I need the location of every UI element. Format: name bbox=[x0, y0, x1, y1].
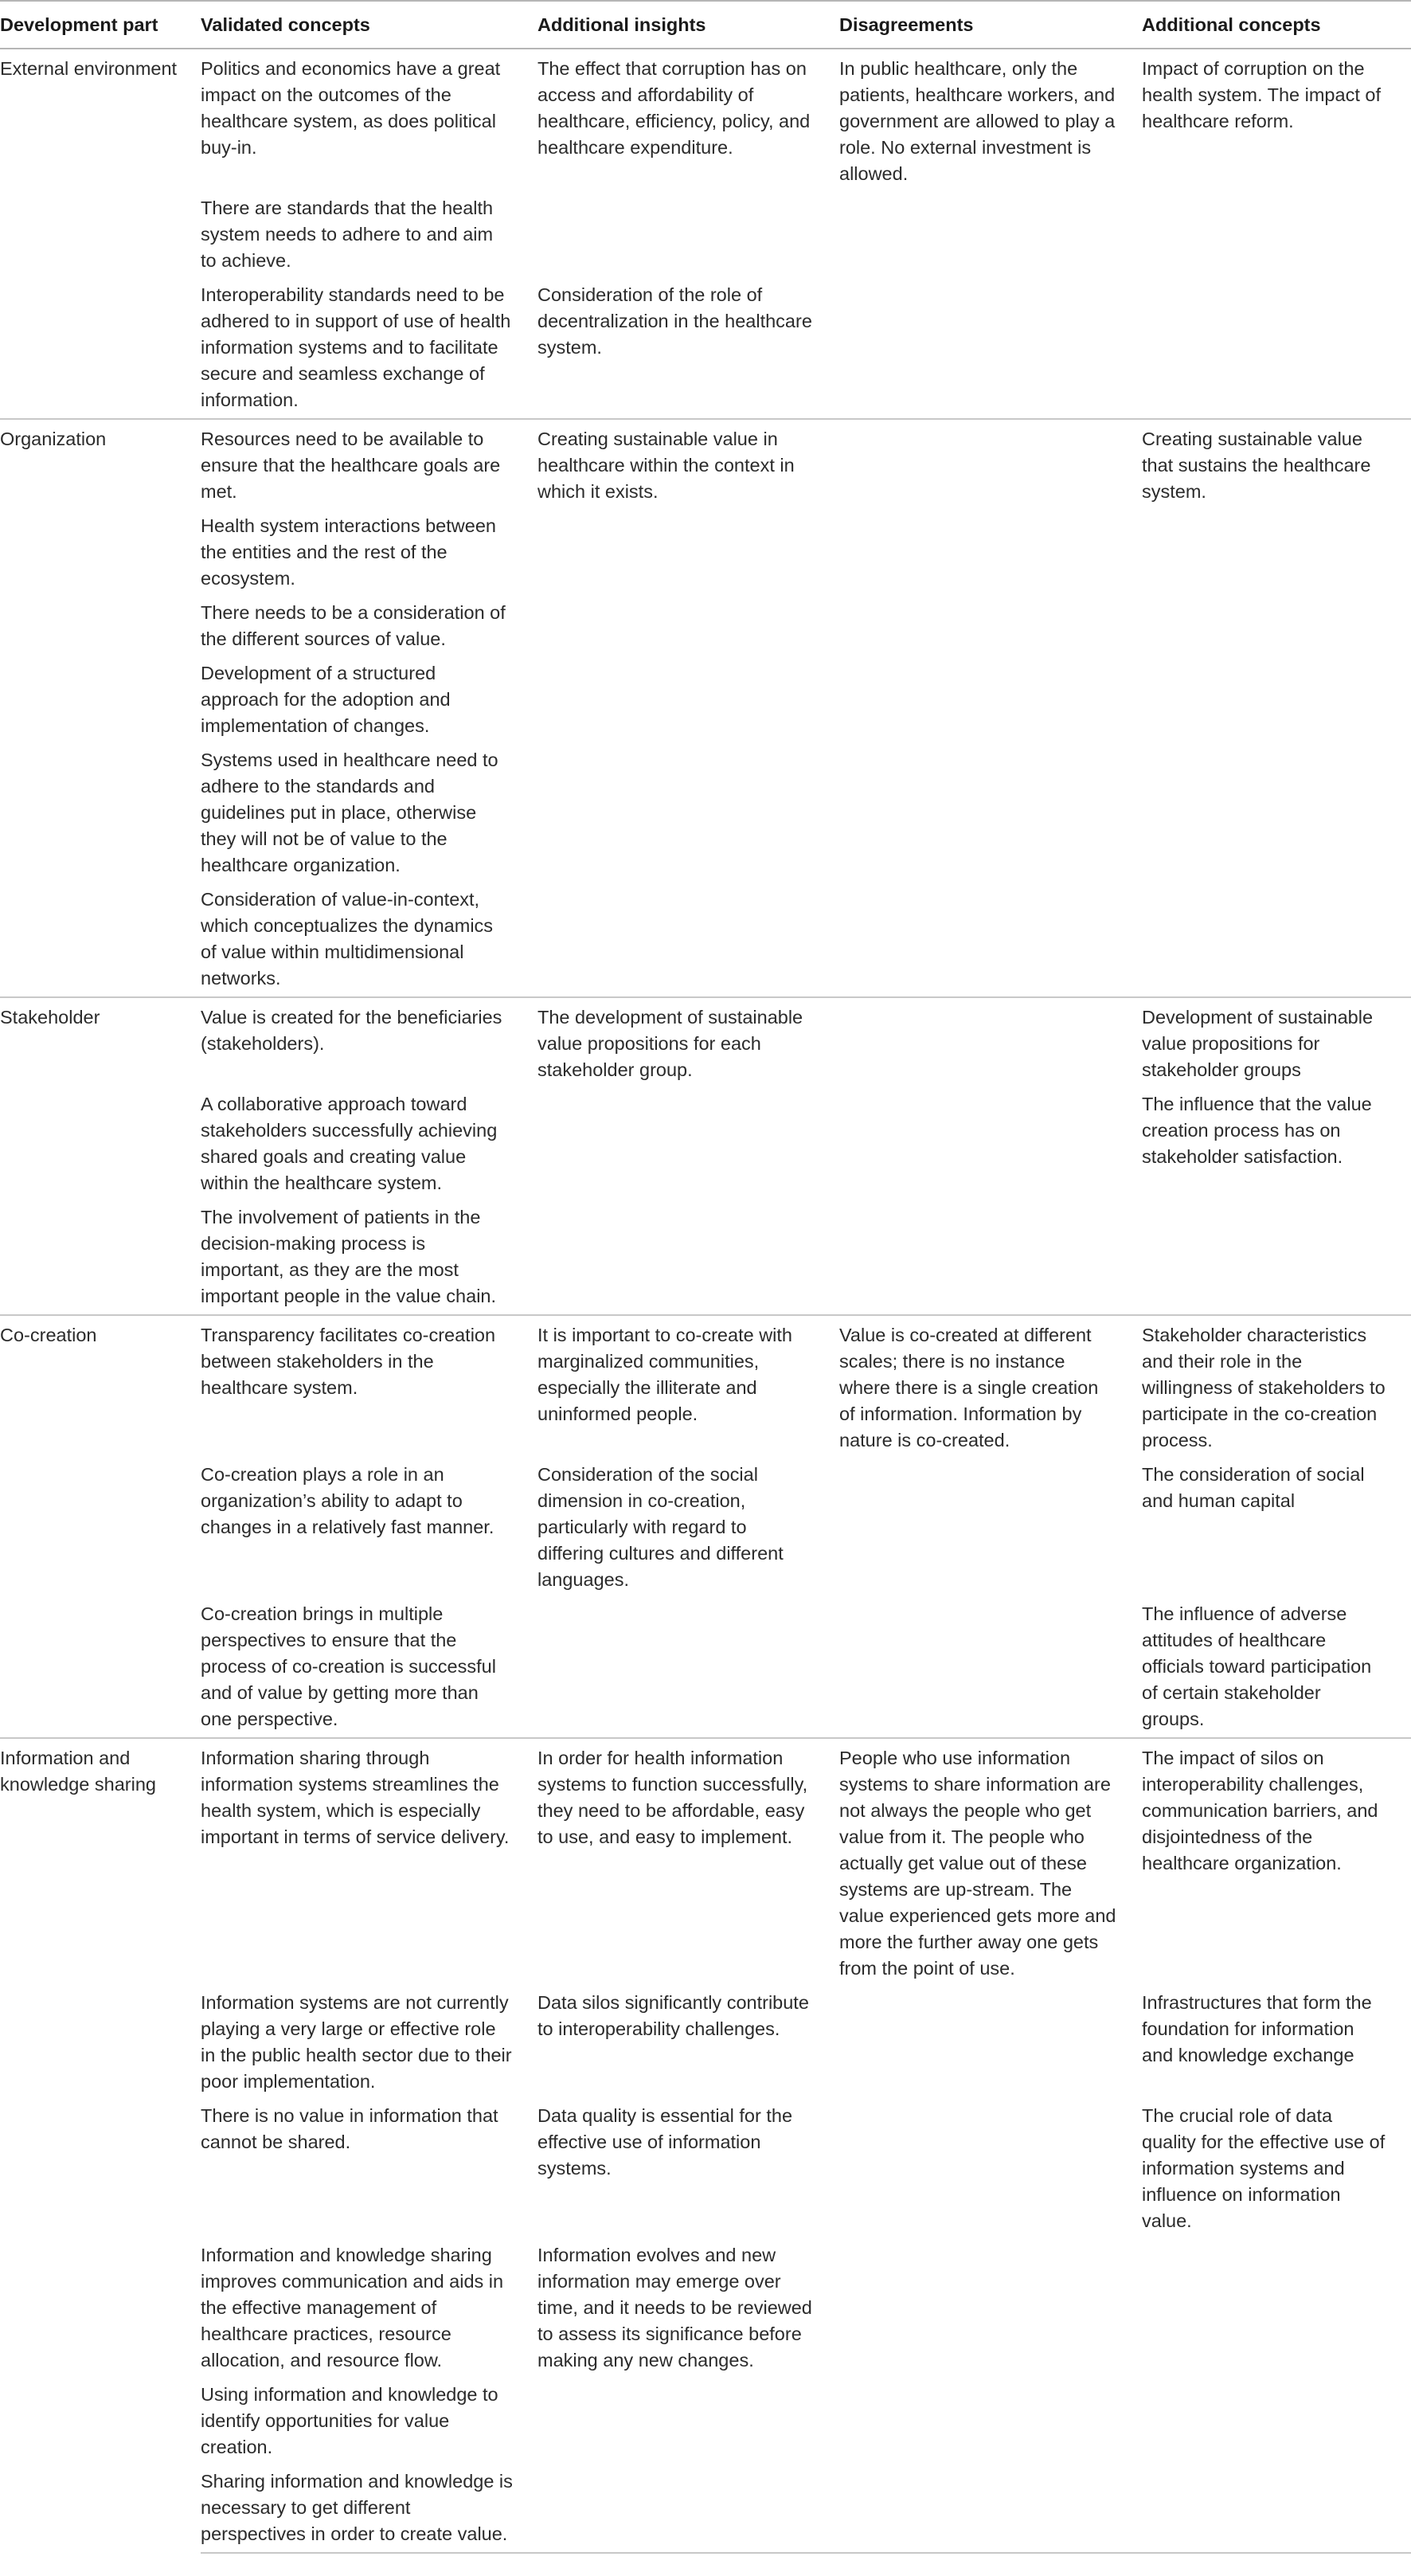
table-row bbox=[0, 2378, 1411, 2465]
validated-concept-cell: There is no value in information that cannot be shared. bbox=[201, 2105, 498, 2152]
disagreement-cell bbox=[839, 597, 1142, 657]
validated-concept-cell: There are standards that the health system needs to adhere to and aim to achieve. bbox=[201, 198, 494, 271]
table-row bbox=[0, 1987, 1411, 2100]
table-row bbox=[0, 2100, 1411, 2239]
header-additional-concepts: Additional concepts bbox=[1142, 1, 1411, 49]
additional-concept-cell bbox=[1142, 1201, 1411, 1315]
additional-concept-cell: The consideration of social and human capital bbox=[1142, 1464, 1365, 1511]
additional-insight-cell bbox=[537, 192, 839, 279]
additional-insight-cell: In order for health information systems to function successfully, they need to be affordable, easy to use, and easy to implement. bbox=[537, 1738, 839, 1987]
table-group bbox=[0, 1738, 1411, 2553]
additional-insight-cell: The development of sustainable value propositions for each stakeholder group. bbox=[537, 997, 839, 1088]
additional-concept-cell bbox=[1142, 597, 1411, 657]
header-disagreements: Disagreements bbox=[839, 1, 1142, 49]
table-row bbox=[0, 1088, 1411, 1201]
additional-insight-cell bbox=[537, 597, 839, 657]
header-additional-insights: Additional insights bbox=[537, 1, 839, 49]
additional-concept-cell: Infrastructures that form the foundation for information and knowledge exchange bbox=[1142, 1992, 1372, 2065]
validated-concept-cell: Resources need to be available to ensure that the healthcare goals are met. bbox=[201, 419, 537, 510]
validated-concept-cell: Using information and knowledge to identify opportunities for value creation. bbox=[201, 2384, 498, 2457]
disagreement-cell bbox=[839, 192, 1142, 279]
additional-insight-cell: Consideration of the role of decentralization in the healthcare system. bbox=[537, 284, 812, 358]
additional-insight-cell: Creating sustainable value in healthcare within the context in which it exists. bbox=[537, 419, 839, 510]
table-row bbox=[0, 1598, 1411, 1738]
table-row bbox=[0, 2239, 1411, 2378]
validated-concept-cell: Consideration of value-in-context, which conceptualizes the dynamics of value within multidimensional networks. bbox=[201, 889, 494, 989]
validated-concept-cell: Sharing information and knowledge is necessary to get different perspectives in order to create value. bbox=[201, 2465, 537, 2553]
disagreement-cell bbox=[839, 657, 1142, 744]
table-row bbox=[0, 279, 1411, 419]
validated-concept-cell: Information and knowledge sharing improves communication and aids in the effective management of healthcare practices, resource allocation, and resource flow. bbox=[201, 2245, 504, 2370]
additional-insight-cell bbox=[537, 1201, 839, 1315]
disagreement-cell bbox=[839, 1088, 1142, 1201]
disagreement-cell bbox=[839, 1987, 1142, 2100]
table-row bbox=[0, 1315, 1411, 1458]
table-row bbox=[0, 49, 1411, 192]
disagreement-cell bbox=[839, 1598, 1142, 1738]
additional-concept-cell: Development of sustainable value propositions for stakeholder groups bbox=[1142, 997, 1411, 1088]
development-part-cell: Organization bbox=[0, 419, 201, 997]
disagreement-cell bbox=[839, 883, 1142, 997]
additional-insight-cell bbox=[537, 510, 839, 597]
additional-concept-cell bbox=[1142, 192, 1411, 279]
disagreement-cell bbox=[839, 2239, 1142, 2378]
additional-insight-cell bbox=[537, 1088, 839, 1201]
additional-concept-cell: Stakeholder characteristics and their role in the willingness of stakeholders to participate in the co-creation process. bbox=[1142, 1315, 1411, 1458]
table-row bbox=[0, 657, 1411, 744]
validated-concept-cell: Value is created for the beneficiaries (stakeholders). bbox=[201, 997, 537, 1088]
table-row bbox=[0, 597, 1411, 657]
validated-concept-cell: A collaborative approach toward stakeholders successfully achieving shared goals and creating value within the healthcare system. bbox=[201, 1094, 498, 1193]
additional-concept-cell bbox=[1142, 510, 1411, 597]
additional-insight-cell: Information evolves and new information may emerge over time, and it needs to be reviewed to assess its significance before making any new changes. bbox=[537, 2245, 812, 2370]
disagreement-cell bbox=[839, 2100, 1142, 2239]
validated-concept-cell: Co-creation brings in multiple perspectives to ensure that the process of co-creation is successful and of value by getting more than one perspective. bbox=[201, 1603, 496, 1729]
disagreement-cell bbox=[839, 997, 1142, 1088]
disagreement-cell bbox=[839, 419, 1142, 510]
table-row bbox=[0, 419, 1411, 510]
additional-concept-cell bbox=[1142, 2378, 1411, 2465]
disagreement-cell bbox=[839, 279, 1142, 419]
header-row bbox=[0, 1, 1411, 49]
additional-concept-cell bbox=[1142, 279, 1411, 419]
additional-insight-cell bbox=[537, 657, 839, 744]
table-row bbox=[0, 1201, 1411, 1315]
additional-concept-cell bbox=[1142, 657, 1411, 744]
disagreement-cell: In public healthcare, only the patients, healthcare workers, and government are allowed to play a role. No external investment is allowed. bbox=[839, 49, 1142, 192]
validated-concept-cell: Transparency facilitates co-creation between stakeholders in the healthcare system. bbox=[201, 1315, 537, 1458]
additional-insight-cell: It is important to co-create with marginalized communities, especially the illiterate and uninformed people. bbox=[537, 1315, 839, 1458]
table-row bbox=[0, 2465, 1411, 2553]
additional-insight-cell: Data quality is essential for the effective use of information systems. bbox=[537, 2105, 793, 2179]
additional-concept-cell: The influence of adverse attitudes of healthcare officials toward participation of certain stakeholder groups. bbox=[1142, 1603, 1372, 1729]
additional-insight-cell bbox=[537, 2378, 839, 2465]
disagreement-cell bbox=[839, 510, 1142, 597]
table-header bbox=[0, 1, 1411, 49]
table-group bbox=[0, 1315, 1411, 1738]
table-row bbox=[0, 997, 1411, 1088]
validated-concept-cell: There needs to be a consideration of the different sources of value. bbox=[201, 602, 506, 649]
table-row bbox=[0, 744, 1411, 883]
disagreement-cell bbox=[839, 2465, 1142, 2553]
validated-concept-cell: Systems used in healthcare need to adhere to the standards and guidelines put in place, otherwise they will not be of value to the healthcare organization. bbox=[201, 750, 498, 875]
additional-concept-cell: Creating sustainable value that sustains the healthcare system. bbox=[1142, 419, 1411, 510]
additional-concept-cell bbox=[1142, 883, 1411, 997]
table-row bbox=[0, 883, 1411, 997]
disagreement-cell: People who use information systems to share information are not always the people who get value from it. The people who actually get value out of these systems are up-stream. The value experienced gets more and more the further away one gets from the point of use. bbox=[839, 1738, 1142, 1987]
validated-concept-cell: Information sharing through information systems streamlines the health system, which is especially important in terms of service delivery. bbox=[201, 1738, 537, 1987]
disagreement-cell bbox=[839, 744, 1142, 883]
disagreement-cell bbox=[839, 2378, 1142, 2465]
table-group bbox=[0, 49, 1411, 419]
header-validated-concepts: Validated concepts bbox=[201, 1, 537, 49]
development-part-cell: Information and knowledge sharing bbox=[0, 1738, 201, 2553]
development-part-cell: Co-creation bbox=[0, 1315, 201, 1738]
validated-concept-cell: The involvement of patients in the decision-making process is important, as they are the most important people in the value chain. bbox=[201, 1207, 497, 1306]
additional-concept-cell bbox=[1142, 744, 1411, 883]
validated-concept-cell: Development of a structured approach for the adoption and implementation of changes. bbox=[201, 663, 451, 736]
additional-concept-cell: Impact of corruption on the health system. The impact of healthcare reform. bbox=[1142, 49, 1411, 192]
additional-concept-cell: The crucial role of data quality for the effective use of information systems and influence on information value. bbox=[1142, 2105, 1386, 2231]
validated-concept-cell: Politics and economics have a great impact on the outcomes of the healthcare system, as does political buy-in. bbox=[201, 49, 537, 192]
validated-concept-cell: Interoperability standards need to be adhered to in support of use of health information systems and to facilitate secure and seamless exchange of information. bbox=[201, 284, 511, 410]
additional-insight-cell: Consideration of the social dimension in co-creation, particularly with regard to differing cultures and different languages. bbox=[537, 1464, 784, 1590]
table-row bbox=[0, 192, 1411, 279]
additional-concept-cell: The impact of silos on interoperability challenges, communication barriers, and disjointedness of the healthcare organization. bbox=[1142, 1738, 1411, 1987]
additional-insight-cell bbox=[537, 2465, 839, 2553]
disagreement-cell: Value is co-created at different scales; there is no instance where there is a single creation of information. Information by nature is co-created. bbox=[839, 1315, 1142, 1458]
validated-concept-cell: Information systems are not currently playing a very large or effective role in the public health sector due to their poor implementation. bbox=[201, 1992, 512, 2092]
additional-insight-cell: Data silos significantly contribute to interoperability challenges. bbox=[537, 1992, 809, 2039]
validated-concept-cell: Co-creation plays a role in an organization’s ability to adapt to changes in a relatively fast manner. bbox=[201, 1464, 494, 1537]
additional-insight-cell: The effect that corruption has on access and affordability of healthcare, efficiency, policy, and healthcare expenditure. bbox=[537, 49, 839, 192]
additional-concept-cell: The influence that the value creation process has on stakeholder satisfaction. bbox=[1142, 1094, 1372, 1167]
validated-concept-cell: Health system interactions between the entities and the rest of the ecosystem. bbox=[201, 515, 496, 589]
table-group bbox=[0, 997, 1411, 1315]
disagreement-cell bbox=[839, 1458, 1142, 1598]
additional-concept-cell bbox=[1142, 2465, 1411, 2553]
header-development-part: Development part bbox=[0, 1, 201, 49]
additional-concept-cell bbox=[1142, 2239, 1411, 2378]
development-part-cell: External environment bbox=[0, 49, 201, 419]
additional-insight-cell bbox=[537, 744, 839, 883]
development-part-cell: Stakeholder bbox=[0, 997, 201, 1315]
additional-insight-cell bbox=[537, 883, 839, 997]
table-group bbox=[0, 419, 1411, 997]
disagreement-cell bbox=[839, 1201, 1142, 1315]
table-row bbox=[0, 1738, 1411, 1987]
table-row bbox=[0, 1458, 1411, 1598]
table-row bbox=[0, 510, 1411, 597]
additional-insight-cell bbox=[537, 1598, 839, 1738]
